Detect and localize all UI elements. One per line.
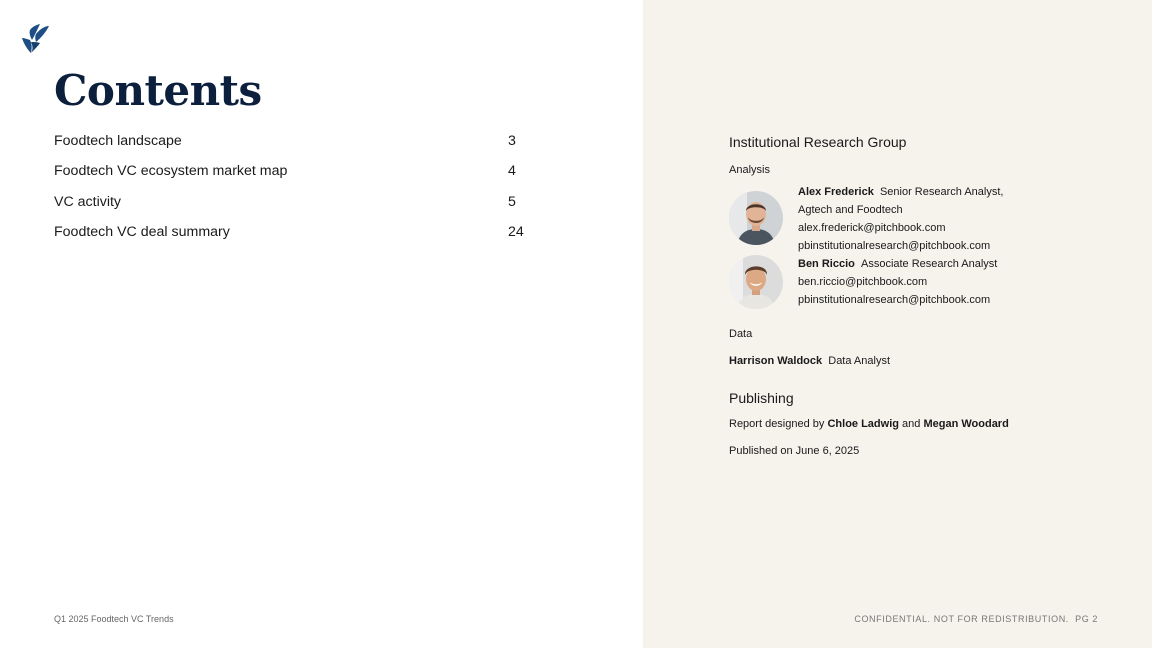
table-of-contents xyxy=(54,131,534,252)
toc-item-page: 24 xyxy=(508,223,524,240)
publishing-title: Publishing xyxy=(729,390,794,406)
toc-item-label: Foodtech VC deal summary xyxy=(54,223,230,240)
footer-report-name: Q1 2025 Foodtech VC Trends xyxy=(54,614,174,624)
avatar-ben-riccio xyxy=(729,255,783,309)
toc-item-label: Foodtech VC ecosystem market map xyxy=(54,163,288,180)
analysis-label: Analysis xyxy=(729,164,770,176)
analyst-ben-riccio xyxy=(798,255,1058,309)
toc-item[interactable] xyxy=(54,131,534,161)
toc-item-page: 5 xyxy=(508,193,516,210)
data-analyst-role: Data Analyst xyxy=(828,355,891,367)
analyst-role: Senior Research Analyst, xyxy=(879,186,1004,198)
toc-item-page: 4 xyxy=(508,163,516,180)
team-email-link[interactable]: pbinstitutionalresearch@pitchbook.com xyxy=(798,294,991,306)
toc-item-label: VC activity xyxy=(54,193,122,210)
toc-item-page: 3 xyxy=(508,133,516,149)
published-date: Published on June 6, 2025 xyxy=(729,445,860,457)
data-analyst-name: Harrison Waldock xyxy=(729,355,823,367)
analyst-email-link[interactable]: alex.frederick@pitchbook.com xyxy=(798,222,946,234)
toc-item[interactable] xyxy=(54,161,534,191)
toc-item[interactable] xyxy=(54,222,534,252)
group-title: Institutional Research Group xyxy=(729,134,907,150)
analyst-alex-frederick xyxy=(798,183,1058,255)
analyst-name: Alex Frederick xyxy=(798,186,874,198)
analyst-role-continued: Agtech and Foodtech xyxy=(798,204,903,216)
designed-prefix: Report designed by xyxy=(729,418,825,430)
data-analyst xyxy=(729,352,890,370)
toc-item-label: Foodtech landscape xyxy=(54,133,182,149)
toc-item[interactable] xyxy=(54,192,534,222)
pitchbook-logo-icon xyxy=(22,24,50,54)
page-title: Contents xyxy=(54,66,262,115)
avatar-alex-frederick xyxy=(729,191,783,245)
analyst-name: Ben Riccio xyxy=(798,258,855,270)
designed-by-line xyxy=(729,415,1009,433)
designer-name: Megan Woodard xyxy=(923,418,1009,430)
analyst-role: Associate Research Analyst xyxy=(860,258,998,270)
designed-and: and xyxy=(902,418,921,430)
team-email-link[interactable]: pbinstitutionalresearch@pitchbook.com xyxy=(798,240,991,252)
data-label: Data xyxy=(729,328,753,340)
analyst-email-link[interactable]: ben.riccio@pitchbook.com xyxy=(798,276,928,288)
footer-confidential-page: CONFIDENTIAL. NOT FOR REDISTRIBUTION. PG 2 xyxy=(854,614,1098,624)
right-pane xyxy=(643,0,1152,648)
designer-name: Chloe Ladwig xyxy=(827,418,899,430)
